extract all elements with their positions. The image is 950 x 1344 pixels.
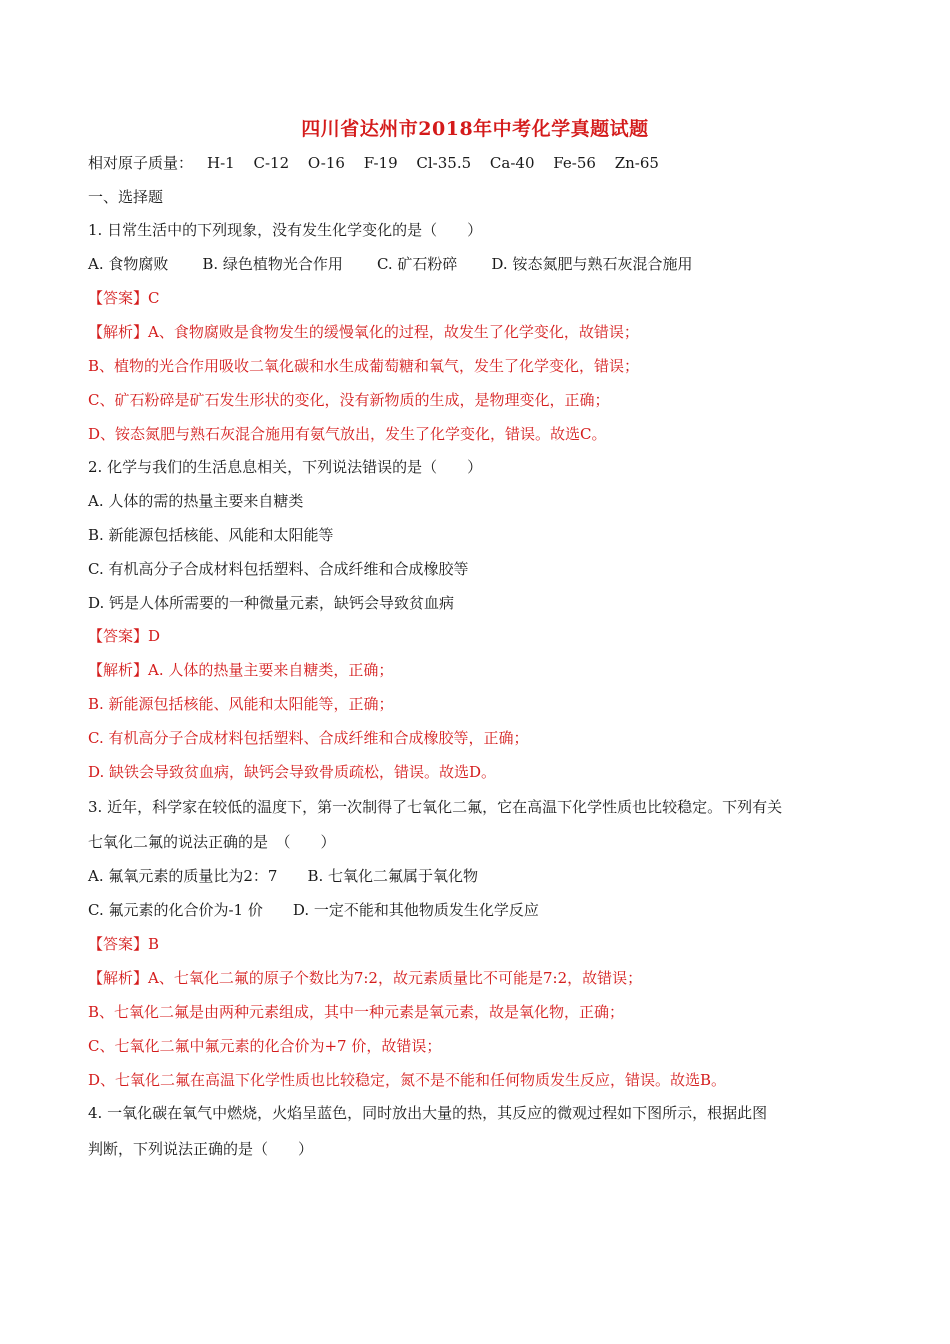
atomic-mass-item: F-19 (363, 154, 398, 172)
q3-options-row (88, 899, 888, 921)
q3-option-c: C. 氟元素的化合价为-1 价 (88, 901, 263, 919)
page-title: 四川省达州市2018年中考化学真题试题 (301, 118, 649, 140)
q3-stem-line: 七氧化二氟的说法正确的是 （ ） (88, 833, 336, 851)
q2-option-b: B. 新能源包括核能、风能和太阳能等 (88, 526, 334, 544)
atomic-mass-item: C-12 (253, 154, 290, 172)
q2-option-a: A. 人体的需的热量主要来自糖类 (88, 492, 304, 510)
atomic-mass-item: Cl-35.5 (416, 154, 472, 172)
q3-option-a: A. 氟氧元素的质量比为2：7 (88, 867, 278, 885)
atomic-mass-line (88, 152, 888, 174)
q2-answer: 【答案】D (88, 627, 161, 645)
q2-analysis-line: B. 新能源包括核能、风能和太阳能等，正确； (88, 695, 394, 713)
q1-option-b: B. 绿色植物光合作用 (202, 255, 343, 273)
atomic-mass-item: Zn-65 (614, 154, 659, 172)
q3-analysis-line: 【解析】A、七氧化二氟的原子个数比为7:2，故元素质量比不可能是7:2，故错误； (88, 969, 643, 987)
q1-analysis-line: D、铵态氮肥与熟石灰混合施用有氨气放出，发生了化学变化，错误。故选C。 (88, 425, 607, 443)
q1-answer: 【答案】C (88, 289, 160, 307)
q1-analysis-line: B、植物的光合作用吸收二氧化碳和水生成葡萄糖和氧气，发生了化学变化，错误； (88, 357, 640, 375)
q4-stem-line: 判断，下列说法正确的是（ ） (88, 1140, 314, 1158)
q1-option-c: C. 矿石粉碎 (376, 255, 458, 273)
q1-stem: 1. 日常生活中的下列现象，没有发生化学变化的是（ ） (88, 221, 483, 239)
q2-option-c: C. 有机高分子合成材料包括塑料、合成纤维和合成橡胶等 (88, 560, 469, 578)
q3-analysis-line: B、七氧化二氟是由两种元素组成，其中一种元素是氧元素，故是氧化物，正确； (88, 1003, 625, 1021)
q1-analysis-line: 【解析】A、食物腐败是食物发生的缓慢氧化的过程，故发生了化学变化，故错误； (88, 323, 639, 341)
q3-analysis-line: D、七氧化二氟在高温下化学性质也比较稳定，氮不是不能和任何物质发生反应，错误。故选B。 (88, 1071, 727, 1089)
q3-options-row (88, 865, 888, 887)
q3-analysis-line: C、七氧化二氟中氟元素的化合价为+7 价，故错误； (88, 1037, 442, 1055)
q2-stem: 2. 化学与我们的生活息息相关，下列说法错误的是（ ） (88, 458, 483, 476)
q1-analysis-line: C、矿石粉碎是矿石发生形状的变化，没有新物质的生成，是物理变化，正确； (88, 391, 610, 409)
q3-answer: 【答案】B (88, 935, 160, 953)
atomic-mass-item: Fe-56 (553, 154, 596, 172)
atomic-mass-label: 相对原子质量： (88, 154, 194, 172)
q1-option-a: A. 食物腐败 (88, 255, 169, 273)
q3-option-b: B. 七氧化二氟属于氧化物 (307, 867, 479, 885)
q2-analysis-line: D. 缺铁会导致贫血病，缺钙会导致骨质疏松，错误。故选D。 (88, 763, 497, 781)
atomic-mass-item: Ca-40 (489, 154, 535, 172)
atomic-mass-item: H-1 (207, 154, 235, 172)
q2-analysis-line: 【解析】A. 人体的热量主要来自糖类，正确； (88, 661, 394, 679)
q2-analysis-line: C. 有机高分子合成材料包括塑料、合成纤维和合成橡胶等，正确； (88, 729, 529, 747)
q3-stem-line: 3. 近年，科学家在较低的温度下，第一次制得了七氧化二氟，它在高温下化学性质也比较稳定。下列有关 (88, 798, 783, 816)
section-heading: 一、选择题 (88, 188, 164, 206)
q1-option-d: D. 铵态氮肥与熟石灰混合施用 (491, 255, 693, 273)
q1-options (88, 253, 888, 275)
q2-option-d: D. 钙是人体所需要的一种微量元素，缺钙会导致贫血病 (88, 594, 455, 612)
atomic-mass-item: O-16 (307, 154, 345, 172)
q3-option-d: D. 一定不能和其他物质发生化学反应 (292, 901, 539, 919)
q4-stem-line: 4. 一氧化碳在氧气中燃烧，火焰呈蓝色，同时放出大量的热，其反应的微观过程如下图所示，根据此图 (88, 1104, 768, 1122)
